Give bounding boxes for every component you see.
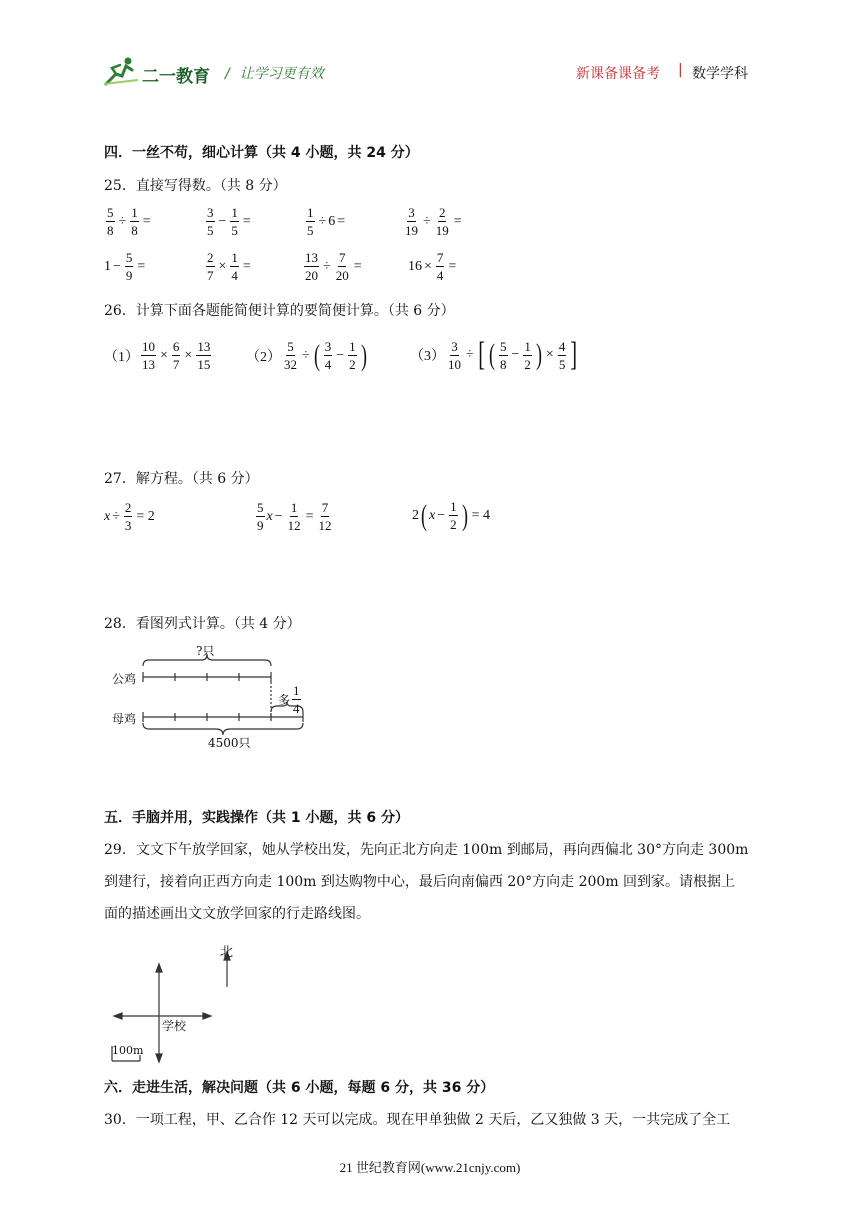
page-footer: 21 世纪教育网(www.21cnjy.com) [339,1160,521,1175]
q25-item-2: $\frac{3}{5}$ − $\frac{1}{5}$ = [207,205,251,238]
total-label: 4500只 [208,736,251,750]
hen-label: 母鸡 [112,712,137,726]
school-label: 学校 [162,1019,187,1033]
q25-item-4: $\frac{3}{19}$ ÷ $\frac{2}{19}$ = [405,205,462,238]
q27-title: 27．解方程。（共 6 分） [104,471,259,487]
header-subject: 数学学科 [692,66,748,82]
q25-title: 25．直接写得数。（共 8 分） [104,178,287,194]
q28-diagram [110,644,310,750]
q29-line-2: 到建行，接着向正西方向走 100m 到达购物中心，最后向南偏西 20°方向走 200m 回到家。请根据上 [104,874,736,890]
q28-title: 28．看图列式计算。（共 4 分） [104,616,301,632]
q25-item-7: $\frac{13}{20}$ ÷ $\frac{7}{20}$ = [305,250,362,283]
more-label: 多 $\frac{1}{4}$ [278,683,300,716]
q26-part-2: （2） $\frac{5}{32}$ ÷ ( $\frac{3}{4}$ − $\frac{1}{2}$ ) [246,338,367,372]
header-slogan: / 让学习更有效 [225,66,324,82]
section-6-title: 六．走进生活，解决问题（共 6 小题，每题 6 分，共 36 分） [104,1080,495,1096]
q29-line-1: 29．文文下午放学回家，她从学校出发，先向正北方向走 100m 到邮局，再向西偏北 30°方向走 300m [104,842,749,858]
q25-item-3: $\frac{1}{5}$ ÷ 6 = [307,205,346,238]
q27-eq-2: $\frac{5}{9}$ x − $\frac{1}{12}$ = $\frac{7}{12}$ [257,500,332,533]
rooster-label: 公鸡 [112,672,137,686]
north-label: 北 [220,945,234,960]
q26-part-1: （1） $\frac{10}{13}$ × $\frac{6}{7}$ × $\frac{13}{15}$ [104,339,211,372]
q25-item-1: $\frac{5}{8}$ ÷ $\frac{1}{8}$ = [107,205,151,238]
header-separator: | [678,62,683,78]
logo-text: 二一教育 [142,67,210,87]
q30-line-1: 30．一项工程，甲、乙合作 12 天可以完成。现在甲单独做 2 天后，乙又独做 3 天，一共完成了全工 [104,1112,731,1128]
q26-title: 26．计算下面各题能简便计算的要简便计算。（共 6 分） [104,303,455,319]
section-5-title: 五．手脑并用，实践操作（共 1 小题，共 6 分） [104,810,409,826]
header-tag: 新课备课备考 [576,66,660,82]
q25-item-5: 1 − $\frac{5}{9}$ = [104,250,146,283]
q25-item-8: 16 × $\frac{7}{4}$ = [408,250,457,283]
q26-part-3: （3） $\frac{3}{10}$ ÷ [ ( $\frac{5}{8}$ − $\frac{1}{2}$ ) × $\frac{4}{5}$ ] [410,336,578,373]
slogan-text: 让学习更有效 [239,66,324,82]
unknown-label: ?只 [196,644,215,658]
q29-map [110,940,260,1065]
section-4-title: 四．一丝不苟，细心计算（共 4 小题，共 24 分） [104,145,419,161]
q27-eq-1: x ÷ $\frac{2}{3}$ = 2 [104,500,155,533]
logo-runner-icon [102,56,140,86]
q25-item-6: $\frac{2}{7}$ × $\frac{1}{4}$ = [207,250,251,283]
scale-label: 100m [112,1044,144,1057]
q29-line-3: 面的描述画出文文放学回家的行走路线图。 [104,906,370,922]
q27-eq-3: 2 ( x − $\frac{1}{2}$ ) = 4 [412,498,491,532]
